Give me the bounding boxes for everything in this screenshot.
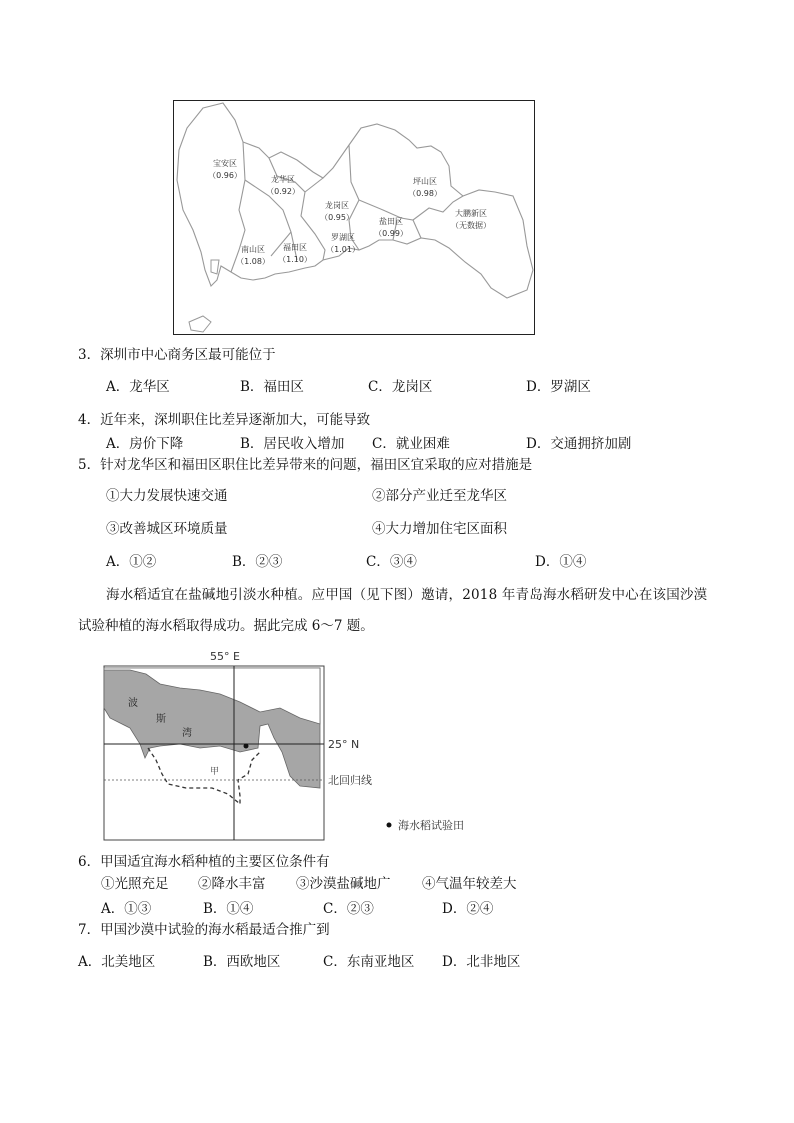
q4-option-c: C．就业困难: [372, 436, 450, 452]
intro-line-1: 海水稻适宜在盐碱地引淡水种植。应甲国（见下图）邀请，2018 年青岛海水稻研发中心在该国沙漠: [106, 587, 708, 603]
q6-stem: 6．甲国适宜海水稻种植的主要区位条件有: [78, 854, 330, 870]
q5-stem: 5．针对龙华区和福田区职住比差异带来的问题，福田区宜采取的应对措施是: [78, 457, 533, 473]
q4-option-a: A．房价下降: [106, 436, 184, 452]
district-value-baoan: （0.96）: [208, 171, 242, 180]
trial-field-marker: [244, 744, 249, 749]
q5-item-1: ①大力发展快速交通: [106, 488, 228, 504]
gulf-char-2: 斯: [156, 714, 166, 725]
q6-item-1: ①光照充足: [101, 876, 169, 892]
district-value-luohu: （1.01）: [326, 245, 360, 254]
q3-stem: 3．深圳市中心商务区最可能位于: [78, 347, 276, 363]
q5-option-a: A．①②: [106, 554, 157, 570]
district-label-luohu: 罗湖区: [331, 233, 355, 242]
latitude-label: 25° N: [328, 738, 360, 751]
q6-option-c: C．②③: [323, 901, 374, 917]
q6-item-3: ③沙漠盐碱地广: [296, 876, 391, 892]
gulf-char-3: 湾: [182, 728, 192, 739]
q6-option-b: B．①④: [203, 901, 254, 917]
q5-option-b: B．②③: [232, 554, 283, 570]
q7-option-b: B．西欧地区: [203, 954, 281, 970]
legend-label: 海水稻试验田: [398, 819, 464, 832]
gulf-map-svg: [100, 648, 520, 843]
q7-stem: 7．甲国沙漠中试验的海水稻最适合推广到: [78, 922, 330, 938]
q3-option-b: B．福田区: [240, 379, 304, 395]
district-label-nanshan: 南山区: [241, 245, 265, 254]
district-label-yantian: 盐田区: [379, 217, 403, 226]
q5-option-d: D．①④: [535, 554, 587, 570]
district-value-longgang: （0.95）: [320, 213, 354, 222]
q6-item-2: ②降水丰富: [198, 876, 266, 892]
district-value-nanshan: （1.08）: [236, 257, 270, 266]
longitude-label: 55° E: [210, 650, 240, 663]
q6-option-d: D．②④: [442, 901, 494, 917]
persian-gulf-map: [100, 648, 520, 843]
district-value-dapeng: （无数据）: [451, 221, 491, 230]
q7-option-c: C．东南亚地区: [323, 954, 415, 970]
q4-stem: 4．近年来，深圳职住比差异逐渐加大，可能导致: [78, 412, 371, 428]
district-value-futian: （1.10）: [278, 255, 312, 264]
q3-option-a: A．龙华区: [106, 379, 170, 395]
intro-line-2: 试验种植的海水稻取得成功。据此完成 6～7 题。: [78, 618, 374, 634]
tropic-label: 北回归线: [328, 774, 372, 787]
district-label-longgang: 龙岗区: [325, 201, 349, 210]
district-value-yantian: （0.99）: [374, 229, 408, 238]
country-label: 甲: [210, 767, 220, 777]
district-label-baoan: 宝安区: [213, 159, 237, 168]
district-label-dapeng: 大鹏新区: [455, 209, 487, 218]
q3-option-d: D．罗湖区: [526, 379, 591, 395]
q4-option-d: D．交通拥挤加剧: [526, 436, 632, 452]
q4-option-b: B．居民收入增加: [240, 436, 345, 452]
q6-item-4: ④气温年较差大: [422, 876, 517, 892]
q5-item-2: ②部分产业迁至龙华区: [372, 488, 507, 504]
q5-item-3: ③改善城区环境质量: [106, 521, 228, 537]
district-value-longhua: （0.92）: [266, 187, 300, 196]
q5-option-c: C．③④: [366, 554, 417, 570]
q7-option-d: D．北非地区: [442, 954, 521, 970]
q5-item-4: ④大力增加住宅区面积: [372, 521, 507, 537]
district-label-longhua: 龙华区: [271, 175, 295, 184]
q6-option-a: A．①③: [101, 901, 152, 917]
district-label-pingshan: 坪山区: [413, 177, 437, 186]
shenzhen-map-svg: [173, 100, 535, 335]
district-label-futian: 福田区: [283, 243, 307, 252]
shenzhen-district-map: [173, 100, 535, 335]
q7-option-a: A．北美地区: [78, 954, 156, 970]
q3-option-c: C．龙岗区: [368, 379, 433, 395]
gulf-char-1: 波: [128, 698, 138, 709]
district-value-pingshan: （0.98）: [408, 189, 442, 198]
legend-marker: [387, 823, 392, 828]
